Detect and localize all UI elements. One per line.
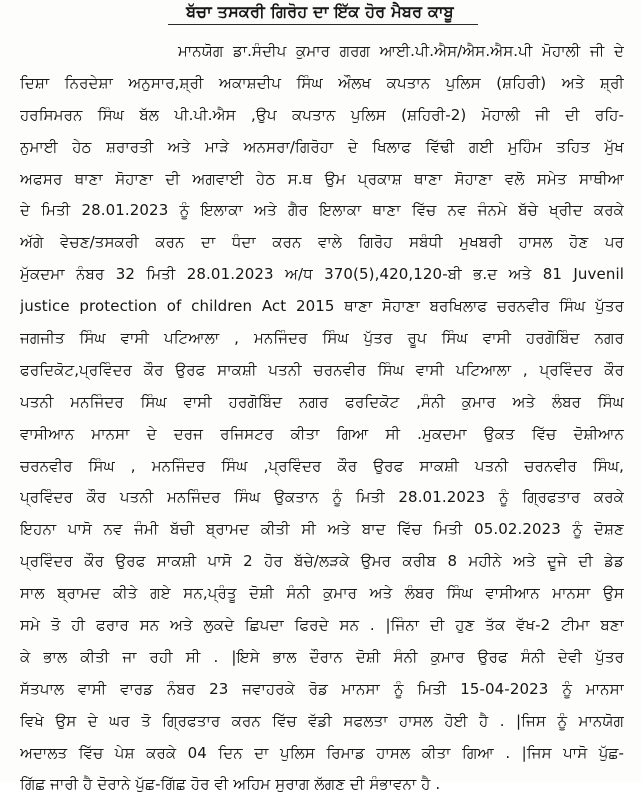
document-title: ਬੱਚਾ ਤਸਕਰੀ ਗਿਰੋਹ ਦਾ ਇੱਕ ਹੋਰ ਮੈਬਰ ਕਾਬੂ <box>186 2 454 21</box>
body-line: ਪਤਨੀ ਮਨਜਿੰਦਰ ਸਿੰਘ ਵਾਸੀ ਹਰਗੋਬਿੰਦ ਨਗਰ ਫਰਦਿਕੋਟ ,ਸੰਨੀ ਕੁਮਾਰ ਅਤੇ ਲੰਬਰ ਸਿੰਘ <box>20 392 624 411</box>
body-line: ਦੇ ਮਿਤੀ 28.01.2023 ਨੂੰ ਇਲਾਕਾ ਅਤੇ ਗੈਰ ਇਲਾਕਾ ਥਾਣਾ ਵਿੱਚ ਨਵ ਜੰਨਮੇ ਬੱਚੇ ਖ੍ਰੀਦ ਕਰਕੇ <box>20 201 624 220</box>
body-line: ਚਰਨਵੀਰ ਸਿੰਘ , ਮਨਜਿੰਦਰ ਸਿੰਘ ,ਪ੍ਰਵਿੰਦਰ ਕੌਰ ਉਰਫ ਸਾਕਸ਼ੀ ਪਤਨੀ ਚਰਨਵੀਰ ਸਿੰਘ, <box>20 456 624 475</box>
body-line: ਨੁਮਾਈ ਹੇਠ ਸ਼ਰਾਰਤੀ ਅਤੇ ਮਾੜੇ ਅਨਸਰਾ/ਗਿਰੋਹਾ ਦੇ ਖਿਲਾਫ ਵਿੱਢੀ ਗਈ ਮੁਹਿੰਮ ਤਹਿਤ ਮੁੱਖ <box>20 137 624 156</box>
body-line: ਸਾਲ ਬ੍ਰਾਮਦ ਕੀਤੇ ਗਏ ਸਨ,ਪ੍ਰੰਤੂ ਦੋਸ਼ੀ ਸੰਨੀ ਕੁਮਾਰ ਅਤੇ ਲੰਬਰ ਸਿੰਘ ਵਾਸੀਆਨ ਮਾਨਸਾ ਉਸ <box>20 584 624 603</box>
body-line: ਅੱਗੇ ਵੇਚਣ/ਤਸਕਰੀ ਕਰਨ ਦਾ ਧੰਦਾ ਕਰਨ ਵਾਲੇ ਗਿਰੋਹ ਸਬੰਧੀ ਮੁਖਬਰੀ ਹਾਸਲ ਹੋਣ ਪਰ <box>20 233 624 252</box>
body-line: ਗਿੱਛ ਜਾਰੀ ਹੈ ਦੋਰਾਨੇ ਪੁੱਛ-ਗਿੱਛ ਹੋਰ ਵੀ ਅਹਿਮ ਸੁਰਾਗ ਲੱਗਣ ਦੀ ਸੰਭਾਵਨਾ ਹੈ . <box>20 775 441 794</box>
body-line: ਕੇ ਭਾਲ ਕੀਤੀ ਜਾ ਰਹੀ ਸੀ . |ਇਸੇ ਭਾਲ ਦੌਰਾਨ ਦੋਸ਼ੀ ਸੰਨੀ ਕੁਮਾਰ ਉਰਫ ਸੰਨੀ ਦੇਵੀ ਪੁੱਤਰ <box>20 647 624 666</box>
body-line: ਸਮੇ ਤੋ ਹੀ ਫਰਾਰ ਸਨ ਅਤੇ ਲੁਕਦੇ ਛਿਪਦਾ ਫਿਰਦੇ ਸਨ . |ਜਿੰਨਾ ਦੀ ਹੁਣ ਤੱਕ ਵੱਖ-2 ਟੀਮਾ ਬਣਾ <box>20 616 624 635</box>
title-underline <box>168 24 478 25</box>
body-line: ਅਦਾਲਤ ਵਿੱਚ ਪੇਸ਼ ਕਰਕੇ 04 ਦਿਨ ਦਾ ਪੁਲਿਸ ਰਿਮਾਡ ਹਾਸਲ ਕੀਤਾ ਗਿਆ . |ਜਿਸ ਪਾਸੋ ਪੁੱਛ- <box>20 743 624 762</box>
document-body <box>20 36 624 801</box>
body-line: ਫਰਦਿਕੋਟ,ਪ੍ਰਵਿੰਦਰ ਕੌਰ ਉਰਫ ਸਾਕਸ਼ੀ ਪਤਨੀ ਚਰਨਵੀਰ ਸਿੰਘ ਵਾਸੀ ਪਟਿਆਲਾ , ਪ੍ਰਵਿੰਦਰ ਕੌਰ <box>20 360 624 379</box>
body-line: ਸੱਤਪਾਲ ਵਾਸੀ ਵਾਰਡ ਨੰਬਰ 23 ਜਵਾਹਰਕੇ ਰੋਡ ਮਾਨਸਾ ਨੂੰ ਮਿਤੀ 15-04-2023 ਨੂੰ ਮਾਨਸਾ <box>20 679 624 698</box>
body-line: ਪ੍ਰਵਿੰਦਰ ਕੌਰ ਉਰਫ ਸਾਕਸ਼ੀ ਪਾਸੋ 2 ਹੋਰ ਬੱਚੇ/ਲੜਕੇ ਉਮਰ ਕਰੀਬ 8 ਮਹੀਨੇ ਅਤੇ ਦੂਜੇ ਦੀ ਡੇਡ <box>20 552 624 571</box>
body-line: ਦਿਸ਼ਾ ਨਿਰਦੇਸ਼ਾ ਅਨੁਸਾਰ,ਸ਼੍ਰੀ ਅਕਾਸ਼ਦੀਪ ਸਿੰਘ ਔਲਖ ਕਪਤਾਨ ਪੁਲਿਸ (ਸ਼ਹਿਰੀ) ਅਤੇ ਸ਼੍ਰੀ <box>20 73 624 92</box>
body-line: ਇਹਨਾ ਪਾਸੋ ਨਵ ਜੰਮੀ ਬੱਚੀ ਬ੍ਰਾਮਦ ਕੀਤੀ ਸੀ ਅਤੇ ਬਾਦ ਵਿੱਚ ਮਿਤੀ 05.02.2023 ਨੂੰ ਦੋਸ਼ਣ <box>20 520 624 539</box>
body-line: ਅਫਸਰ ਥਾਣਾ ਸੋਹਾਣਾ ਦੀ ਅਗਵਾਈ ਹੇਠ ਸ.ਥ ਉਮ ਪ੍ਰਕਾਸ਼ ਥਾਣਾ ਸੋਹਾਣਾ ਵਲੋ ਸਮੇਤ ਸਾਥੀਆ <box>20 169 624 188</box>
body-line: justice protection of children Act 2015 ਥਾਣਾ ਸੋਹਾਣਾ ਬਰਖਿਲਾਫ ਚਰਨਵੀਰ ਸਿੰਘ ਪੁੱਤਰ <box>20 297 624 316</box>
body-line: ਮੁੱਕਦਮਾ ਨੰਬਰ 32 ਮਿਤੀ 28.01.2023 ਅ/ਧ 370(5),420,120-ਬੀ ਭ.ਦ ਅਤੇ 81 Juvenil <box>20 265 624 284</box>
body-line: ਵਾਸੀਆਨ ਮਾਨਸਾ ਦੇ ਦਰਜ ਰਜਿਸਟਰ ਕੀਤਾ ਗਿਆ ਸੀ .ਮੁਕਦਮਾ ਉਕਤ ਵਿੱਚ ਦੋਸ਼ੀਆਨ <box>20 424 624 443</box>
body-line: ਵਿਖੇ ਉਸ ਦੇ ਘਰ ਤੋ ਗ੍ਰਿਫਤਾਰ ਕਰਨ ਵਿੱਚ ਵੱਡੀ ਸਫਲਤਾ ਹਾਸਲ ਹੋਈ ਹੈ . |ਜਿਸ ਨੂੰ ਮਾਨਯੋਗ <box>20 711 624 730</box>
body-line: ਮਾਨਯੋਗ ਡਾ.ਸੰਦੀਪ ਕੁਮਾਰ ਗਰਗ ਆਈ.ਪੀ.ਐਸ/ਐਸ.ਐਸ.ਪੀ ਮੋਹਾਲੀ ਜੀ ਦੇ <box>178 42 624 60</box>
body-line: ਪ੍ਰਵਿੰਦਰ ਕੌਰ ਪਤਨੀ ਮਨਜਿੰਦਰ ਸਿੰਘ ਉਕਤਾਨ ਨੂੰ ਮਿਤੀ 28.01.2023 ਨੂੰ ਗ੍ਰਿਫਤਾਰ ਕਰਕੇ <box>20 488 624 507</box>
body-line: ਹਰਸਿਮਰਨ ਸਿੰਘ ਬੱਲ ਪੀ.ਪੀ.ਐਸ ,ਉਪ ਕਪਤਾਨ ਪੁਲਿਸ (ਸ਼ਹਿਰੀ-2) ਮੋਹਾਲੀ ਜੀ ਦੀ ਰਹਿ- <box>20 105 624 124</box>
body-line: ਜਗਜੀਤ ਸਿੰਘ ਵਾਸੀ ਪਟਿਆਲਾ , ਮਨਜਿੰਦਰ ਸਿੰਘ ਪੁੱਤਰ ਰੂਪ ਸਿੰਘ ਵਾਸੀ ਹਰਗੋਬਿੰਦ ਨਗਰ <box>20 329 624 348</box>
